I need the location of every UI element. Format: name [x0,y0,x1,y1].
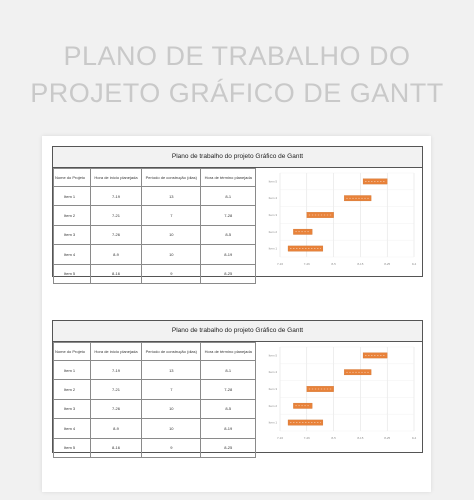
table-cell: 10 [142,225,201,244]
x-tick-label: 8-15 [357,436,364,440]
table-row [54,361,256,380]
gantt-bar [344,370,371,375]
sheet-title: Plano de trabalho do projeto Gráfico de Gantt [53,321,422,342]
table-cell: 8-9 [90,245,141,264]
table-row [54,225,256,244]
x-tick-label: 9-4 [411,262,417,266]
x-tick-label: 9-4 [411,436,417,440]
x-tick-label: 8-25 [384,436,391,440]
y-tick-label: Item 4 [268,196,277,201]
table-cell: Item 5 [54,264,91,283]
y-tick-label: Item 3 [268,213,277,217]
table-cell: 8-5 [201,225,256,244]
table-cell: 7-19 [90,361,141,380]
y-tick-label: Item 2 [268,403,277,408]
x-tick-label: 8-5 [331,436,336,440]
table-row [54,187,256,206]
table-row [54,245,256,264]
y-tick-label: Item 1 [268,420,277,425]
x-tick-label: 7-16 [276,262,284,266]
x-tick-label: 7-26 [303,436,310,440]
table-cell: 8-19 [201,245,256,264]
table-cell: 8-19 [201,419,256,438]
table-cell: Item 3 [54,225,91,244]
header-cell: Hora de início planejada [90,343,141,361]
table-cell: 8-5 [201,399,256,418]
schedule-table [53,342,256,458]
table-cell: 9 [142,438,201,457]
table-cell: Item 2 [54,380,91,399]
table-cell: 9 [142,264,201,283]
gantt-bar [307,386,334,391]
table-cell: 8-25 [201,264,256,283]
table-cell: Item 1 [54,361,91,380]
table-cell: Item 4 [54,245,91,264]
table-cell: 8-1 [201,187,256,206]
table-row [54,399,256,418]
table-cell: 8-9 [90,419,141,438]
table-cell: 8-25 [201,438,256,457]
table-row [54,380,256,399]
spreadsheet-preview [42,136,431,492]
table-cell: 7-26 [90,225,141,244]
schedule-table [53,168,256,284]
header-cell: Hora de término planejada [201,343,256,361]
table-cell: Item 3 [54,399,91,418]
table-cell: 8-1 [201,361,256,380]
header-cell: Período de construção (dias) [142,169,201,187]
table-cell: 7-21 [90,206,141,225]
page-title [0,38,474,112]
table-cell: 8-16 [90,438,141,457]
table-cell: 7-28 [201,206,256,225]
gantt-chart [258,169,421,277]
table-cell: 7-28 [201,380,256,399]
x-tick-label: 8-15 [357,262,364,266]
gantt-block-2 [52,320,423,453]
y-tick-label: Item 5 [268,353,277,358]
table-cell: 7 [142,206,201,225]
sheet-title: Plano de trabalho do projeto Gráfico de Gantt [53,147,422,168]
table-cell: 10 [142,245,201,264]
gantt-block-1 [52,146,423,277]
table-cell: 7-21 [90,380,141,399]
table-row [54,438,256,457]
table-cell: 13 [142,187,201,206]
table-row [54,419,256,438]
header-cell: Nome do Projeto [54,169,91,187]
y-tick-label: Item 3 [268,387,277,391]
y-tick-label: Item 4 [268,370,277,375]
y-tick-label: Item 2 [268,229,277,234]
header-cell: Hora de início planejada [90,169,141,187]
x-tick-label: 8-5 [331,262,336,266]
x-tick-label: 7-16 [276,436,284,440]
table-cell: 10 [142,399,201,418]
gantt-bar [344,196,371,201]
table-cell: 10 [142,419,201,438]
header-cell: Hora de término planejada [201,169,256,187]
title-line-2: PROJETO GRÁFICO DE GANTT [30,78,444,108]
table-cell: Item 1 [54,187,91,206]
gantt-chart [258,343,421,451]
table-cell: 13 [142,361,201,380]
table-cell: Item 2 [54,206,91,225]
header-cell: Período de construção (dias) [142,343,201,361]
table-row [54,206,256,225]
header-cell: Nome do Projeto [54,343,91,361]
table-cell: Item 4 [54,419,91,438]
x-tick-label: 8-25 [384,262,391,266]
y-tick-label: Item 1 [268,246,277,251]
table-cell: 7 [142,380,201,399]
title-line-1: PLANO DE TRABALHO DO [63,41,411,71]
plot-area [280,173,414,257]
x-tick-label: 7-26 [303,262,310,266]
plot-area [280,347,414,431]
y-tick-label: Item 5 [268,179,277,184]
table-cell: 7-26 [90,399,141,418]
gantt-bar [307,212,334,217]
table-cell: 8-16 [90,264,141,283]
table-cell: 7-19 [90,187,141,206]
table-cell: Item 5 [54,438,91,457]
table-row [54,264,256,283]
